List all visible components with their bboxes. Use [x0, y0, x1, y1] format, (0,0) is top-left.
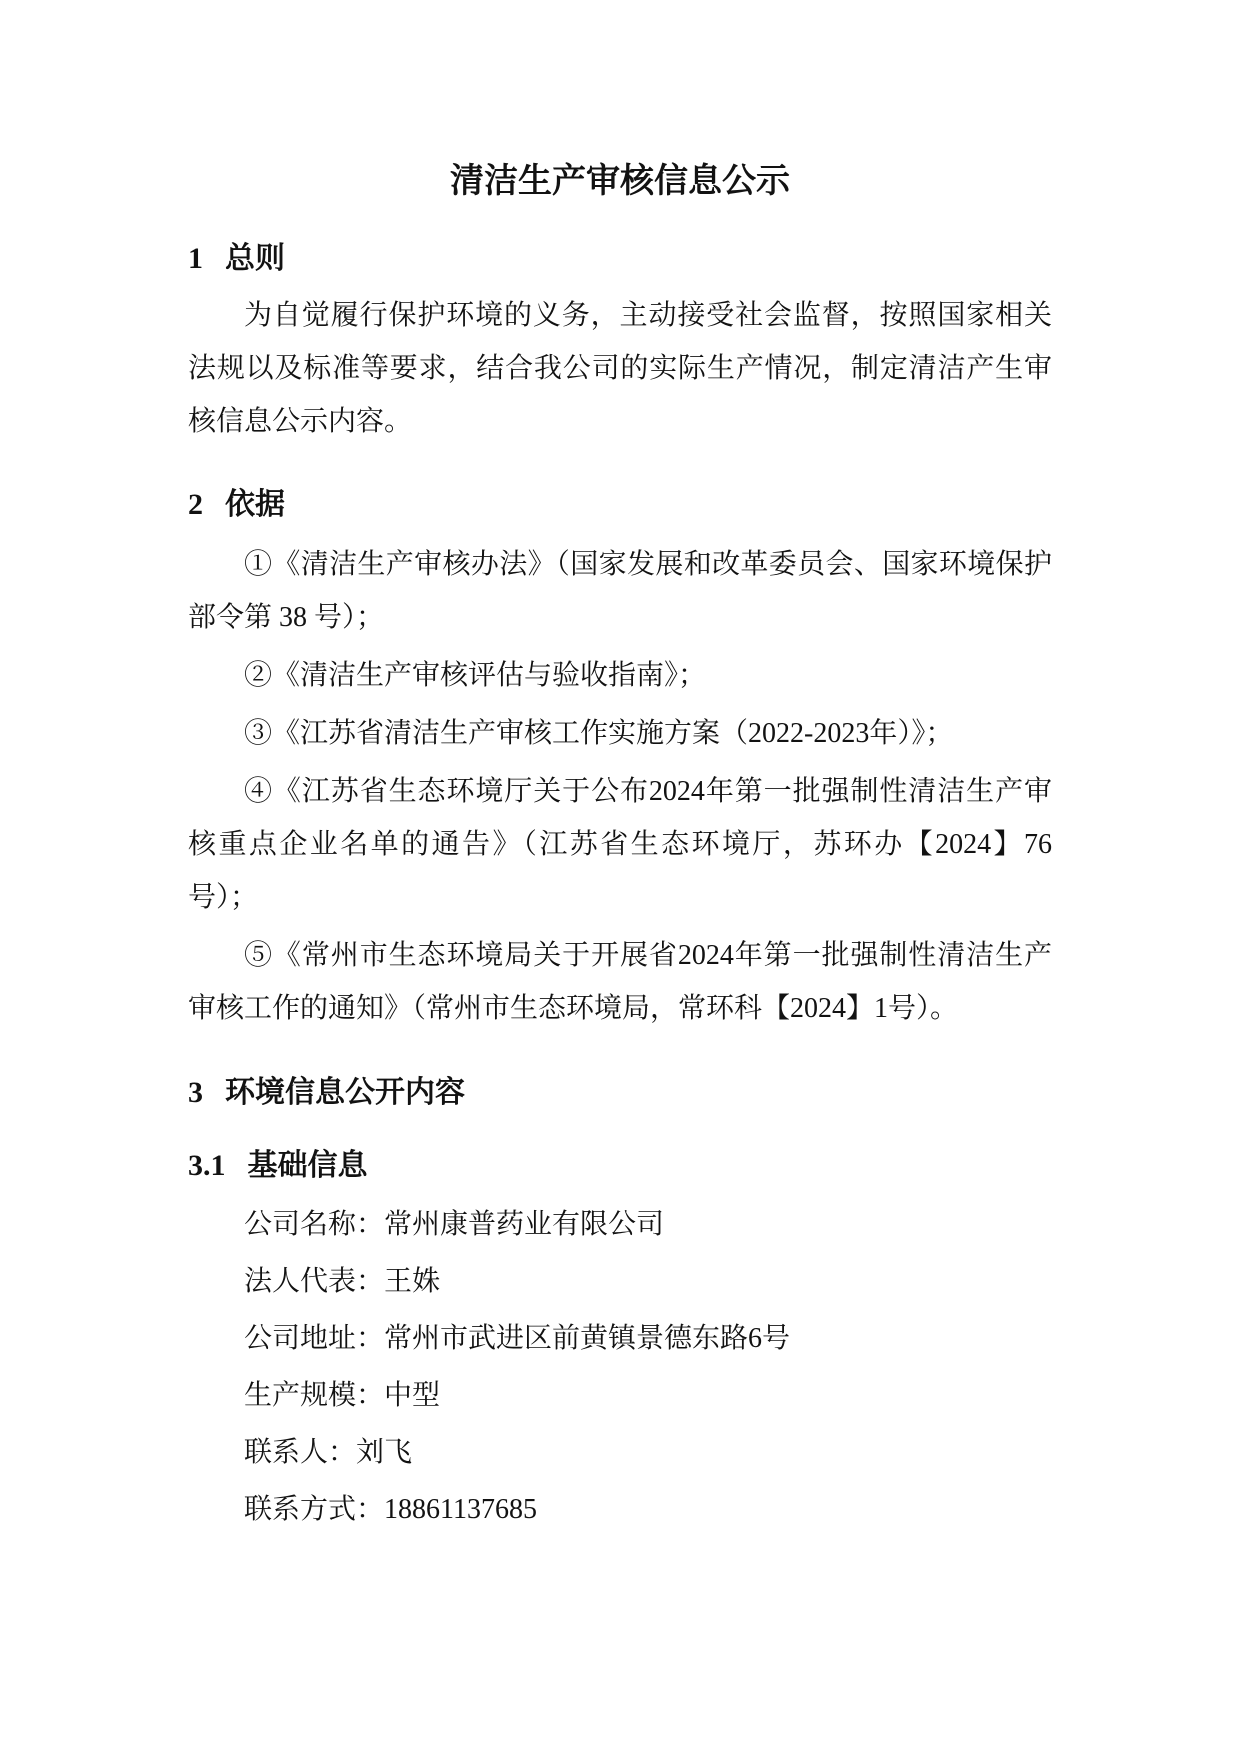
- section-2-number: 2: [188, 488, 203, 521]
- section-3-heading: [188, 1073, 1052, 1113]
- section-2-heading: [188, 486, 1052, 524]
- basis-item-5: ⑤《常州市生态环境局关于开展省2024年第一批强制性清洁生产审核工作的通知》（常州市生态环境局，常环科【2024】1号）。: [188, 940, 1052, 1024]
- document-title: 清洁生产审核信息公示: [450, 163, 790, 200]
- basis-item-1: ①《清洁生产审核办法》（国家发展和改革委员会、国家环境保护部令第 38 号）；: [188, 549, 1052, 633]
- section-1-heading-text: 总则: [225, 242, 285, 275]
- info-line-contact-person: 联系人：刘飞: [244, 1437, 413, 1468]
- section-3-1-heading: [188, 1146, 1052, 1186]
- basis-item-4: ④《江苏省生态环境厅关于公布2024年第一批强制性清洁生产审核重点企业名单的通告》（江苏省生态环境厅，苏环办【2024】76号）；: [188, 776, 1052, 913]
- section-3-heading-text: 环境信息公开内容: [225, 1076, 465, 1109]
- info-line-contact-phone: 联系方式：18861137685: [244, 1494, 537, 1525]
- section-2-heading-text: 依据: [225, 488, 285, 521]
- basis-item-2: ②《清洁生产审核评估与验收指南》；: [244, 660, 707, 691]
- info-line-company-address: 公司地址：常州市武进区前黄镇景德东路6号: [244, 1323, 791, 1354]
- section-3-number: 3: [188, 1076, 203, 1109]
- section-3-1-number: 3.1: [188, 1149, 226, 1182]
- section-3-1-heading-text: 基础信息: [247, 1149, 368, 1182]
- info-line-production-scale: 生产规模：中型: [244, 1380, 441, 1411]
- info-line-legal-representative: 法人代表：王姝: [244, 1266, 441, 1297]
- section-1-paragraph: 为自觉履行保护环境的义务，主动接受社会监督，按照国家相关法规以及标准等要求，结合我公司的实际生产情况，制定清洁产生审核信息公示内容。: [188, 300, 1052, 437]
- section-1-heading: [188, 240, 1052, 278]
- info-line-company-name: 公司名称：常州康普药业有限公司: [244, 1209, 665, 1240]
- section-1-number: 1: [188, 242, 203, 275]
- basis-item-3: ③《江苏省清洁生产审核工作实施方案（2022-2023年）》；: [244, 718, 954, 749]
